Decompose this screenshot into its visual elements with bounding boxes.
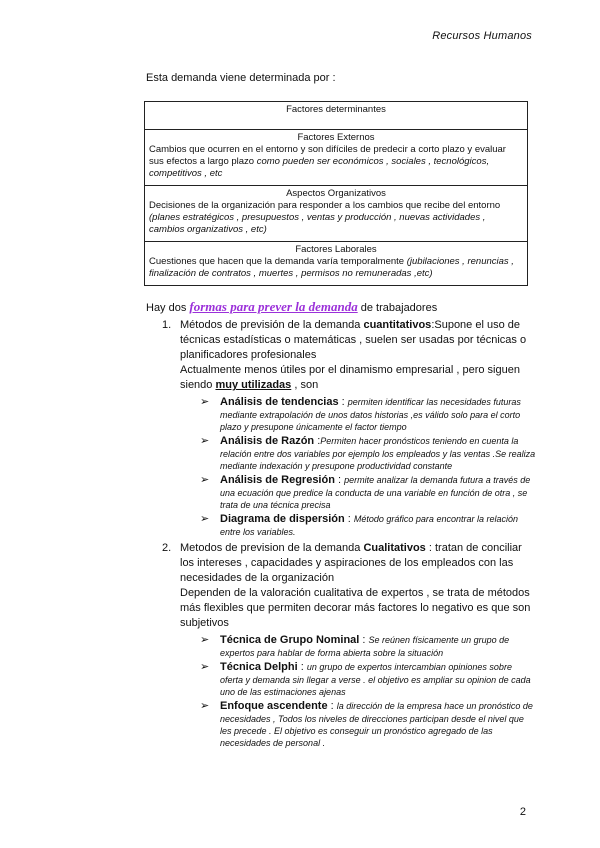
method-type: cuantitativos — [363, 319, 432, 331]
forecast-methods-link[interactable]: formas para prever la demanda — [189, 299, 358, 314]
technique-term: Enfoque ascendente — [220, 700, 328, 712]
methods-list — [146, 318, 536, 749]
technique-desc: la dirección de la empresa hace un pronóstico de necesidades , Todos los niveles de direcciones participan desde el nivel que les precede . El objetivo es conseguir un pronóstico agregado de las necesidades de personal . — [220, 701, 533, 748]
arrow-bullet-icon: ➢ — [200, 634, 210, 646]
factor-row-organizational — [145, 186, 528, 242]
method-description: :Supone el uso de técnicas estadísticas o matemáticas , suelen ser usadas por técnicas o planificadores profesionales — [180, 319, 527, 361]
list-item: ➢ Diagrama de dispersión : Método gráfico para encontrar la relación entre los variables. — [200, 513, 518, 537]
list-item: ➢ Técnica de Grupo Nominal : Se reúnen físicamente un grupo de expertos para hablar de forma abierta sobre la situación — [200, 634, 510, 658]
arrow-bullet-icon: ➢ — [200, 700, 210, 712]
factor-row-external — [145, 130, 528, 186]
technique-term: Técnica de Grupo Nominal — [220, 634, 360, 646]
forecast-intro-post: de trabajadores — [357, 302, 438, 314]
method-quantitative — [146, 318, 536, 538]
intro-text: Esta demanda viene determinada por : — [146, 72, 336, 84]
technique-desc: Se reúnen físicamente un grupo de expertos para hablar de forma abierta sobre la situación — [220, 635, 510, 658]
technique-term: Análisis de Regresión — [220, 474, 335, 486]
method-lead: Métodos de previsión de la demanda — [180, 319, 364, 331]
technique-term: Análisis de Razón — [220, 435, 315, 447]
method-qualitative — [146, 541, 536, 749]
arrow-bullet-icon: ➢ — [200, 435, 210, 447]
technique-desc: Método gráfico para encontrar la relación entre los variables. — [220, 514, 518, 537]
arrow-bullet-icon: ➢ — [200, 513, 210, 525]
technique-desc: un grupo de expertos intercambian opiniones sobre oferta y demanda sin llegar a verse . el objetivo es ampliar su opinion de cada uno de las estimaciones ajenas — [220, 662, 531, 697]
factor-text: Cuestiones que hacen que la demanda varía temporalmente — [149, 256, 407, 267]
factors-table-heading: Factores determinantes — [145, 102, 528, 130]
technique-term: Diagrama de dispersión — [220, 513, 345, 525]
technique-term: Técnica Delphi — [220, 661, 298, 673]
arrow-bullet-icon: ➢ — [200, 474, 210, 486]
technique-desc: permite analizar la demanda futura a través de una ecuación que predice la conducta de una variable en función de otra , se trata de una técnica precisa — [220, 475, 531, 510]
factor-row-labor — [145, 242, 528, 286]
page-number: 2 — [519, 806, 526, 818]
method-note: Dependen de la valoración cualitativa de expertos , se trata de métodos más flexibles que permiten decorar más factores lo negativo es que son subjetivos — [180, 587, 531, 629]
technique-desc: Permiten hacer pronósticos teniendo en cuenta la relación entre dos variables por ejemplo los empleados y las ventas .Se realiza mediante indexación y presupone productividad constante — [220, 436, 536, 471]
forecast-intro — [146, 299, 536, 316]
factor-examples: (planes estratégicos , presupuestos , ventas y producción , nuevas actividades , cambios organizativos , etc) — [149, 212, 486, 235]
page-header: Recursos Humanos — [432, 30, 532, 42]
method-description: : tratan de conciliar los intereses , capacidades y aspiraciones de los empleados con las necesidades de la organización — [180, 542, 522, 584]
factor-title: Aspectos Organizativos — [286, 188, 386, 199]
list-item: ➢ Análisis de Razón :Permiten hacer pronósticos teniendo en cuenta la relación entre dos variables por ejemplo los empleados y las ventas .Se realiza mediante indexación y presupone productividad constante — [200, 435, 536, 471]
forecast-intro-pre: Hay dos — [146, 302, 190, 314]
factor-examples: como pueden ser económicos , sociales , tecnológicos, competitivos , etc — [149, 156, 490, 179]
factor-examples: (jubilaciones , renuncias , finalización de contratos , muertes , permisos no remuneradas ,etc) — [149, 256, 514, 279]
factors-table — [144, 101, 528, 286]
technique-desc: permiten identificar las necesidades futuras mediante extrapolación de unos datos historias ,es válido solo para el corto plazo y presupone únicamente el factor tiempo — [220, 397, 521, 432]
list-item: ➢ Análisis de Regresión : permite analizar la demanda futura a través de una ecuación que predice la conducta de una variable en función de otra , se trata de una técnica precisa — [200, 474, 531, 510]
arrow-bullet-icon: ➢ — [200, 661, 210, 673]
method-number: 1. — [162, 319, 172, 331]
factor-text: Cambios que ocurren en el entorno y son difíciles de predecir a corto plazo y evaluar sus efectos a largo plazo — [149, 144, 506, 167]
method-type: Cualitativos — [363, 542, 426, 554]
method-lead: Metodos de prevision de la demanda — [180, 542, 364, 554]
method-number: 2. — [162, 542, 172, 554]
list-item: ➢ Análisis de tendencias : permiten identificar las necesidades futuras mediante extrapolación de unos datos historias ,es válido solo para el corto plazo y presupone únicamente el factor tiempo — [200, 396, 521, 432]
factor-title: Factores Externos — [297, 132, 375, 143]
list-item: ➢ Enfoque ascendente : la dirección de la empresa hace un pronóstico de necesidades , Todos los niveles de direcciones participan desde el nivel que les precede . El objetivo es conseguir un pronóstico agregado de las necesidades de personal . — [200, 700, 533, 748]
method-note: Actualmente menos útiles por el dinamismo empresarial , pero siguen siendo muy utilizadas , son — [180, 364, 520, 391]
list-item: ➢ Técnica Delphi : un grupo de expertos intercambian opiniones sobre oferta y demanda sin llegar a verse . el objetivo es ampliar su opinion de cada uno de las estimaciones ajenas — [200, 661, 531, 697]
arrow-bullet-icon: ➢ — [200, 396, 210, 408]
factor-title: Factores Laborales — [295, 244, 377, 255]
technique-term: Análisis de tendencias — [220, 396, 339, 408]
qualitative-techniques-list — [180, 633, 536, 749]
factor-text: Decisiones de la organización para responder a los cambios que recibe del entorno — [149, 200, 501, 211]
quantitative-techniques-list — [180, 395, 536, 538]
emphasis-text: muy utilizadas — [215, 379, 292, 391]
forecast-section — [146, 299, 536, 752]
